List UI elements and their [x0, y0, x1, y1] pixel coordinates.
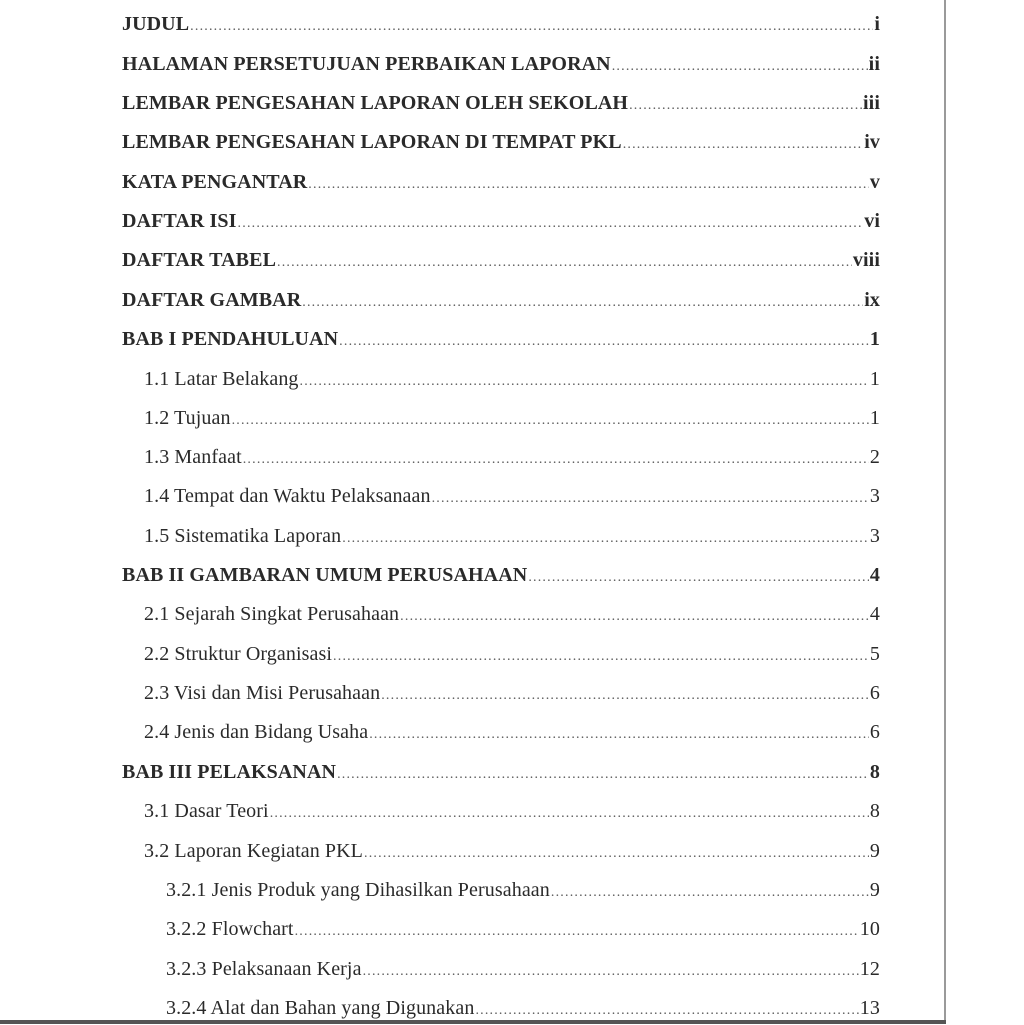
dot-leader: [528, 564, 869, 592]
dot-leader: [629, 92, 862, 120]
toc-entry-label: 3.2.1 Jenis Produk yang Dihasilkan Perusahaan: [166, 879, 550, 901]
toc-entry-label: 1.1 Latar Belakang: [144, 368, 299, 390]
toc-entry-page: 6: [869, 721, 880, 743]
dot-leader: [612, 53, 868, 81]
toc-entry-page: 8: [869, 761, 880, 783]
toc-entry-3-2-1[interactable]: [122, 876, 880, 904]
dot-leader: [243, 446, 869, 474]
dot-leader: [337, 761, 869, 789]
dot-leader: [333, 643, 869, 671]
toc-entry-page: viii: [852, 249, 880, 271]
toc-entry-1-4[interactable]: [122, 482, 880, 510]
dot-leader: [238, 210, 864, 238]
dot-leader: [363, 958, 859, 986]
toc-entry-1-1[interactable]: [122, 365, 880, 393]
toc-entry-2-4[interactable]: [122, 718, 880, 746]
dot-leader: [190, 13, 873, 41]
toc-entry-2-2[interactable]: [122, 640, 880, 668]
toc-entry-kata-pengantar[interactable]: [122, 168, 880, 196]
toc-entry-label: 1.3 Manfaat: [144, 446, 242, 468]
toc-entry-label: DAFTAR GAMBAR: [122, 289, 302, 311]
toc-entry-3-1[interactable]: [122, 797, 880, 825]
dot-leader: [300, 368, 869, 396]
toc-entry-pengesahan-sekolah[interactable]: [122, 89, 880, 117]
toc-entry-label: JUDUL: [122, 13, 190, 35]
dot-leader: [364, 840, 869, 868]
toc-entry-2-3[interactable]: [122, 679, 880, 707]
dot-leader: [308, 171, 869, 199]
toc-entry-page: 4: [869, 603, 880, 625]
toc-entry-halaman-persetujuan[interactable]: [122, 50, 880, 78]
dot-leader: [551, 879, 869, 907]
toc-entry-label: LEMBAR PENGESAHAN LAPORAN DI TEMPAT PKL: [122, 131, 622, 153]
toc-entry-label: 2.2 Struktur Organisasi: [144, 643, 333, 665]
toc-entry-page: 3: [869, 525, 880, 547]
toc-entry-page: vi: [864, 210, 880, 232]
toc-entry-3-2[interactable]: [122, 837, 880, 865]
toc-entry-page: 9: [869, 840, 880, 862]
toc-entry-label: 3.2 Laporan Kegiatan PKL: [144, 840, 364, 862]
toc-entry-label: BAB I PENDAHULUAN: [122, 328, 339, 350]
toc-entry-1-3[interactable]: [122, 443, 880, 471]
toc-entry-page: i: [874, 13, 880, 35]
toc-entry-1-5[interactable]: [122, 522, 880, 550]
dot-leader: [342, 525, 869, 553]
toc-entry-3-2-2[interactable]: [122, 915, 880, 943]
toc-entry-daftar-gambar[interactable]: [122, 286, 880, 314]
toc-entry-page: 1: [869, 328, 880, 350]
toc-entry-label: HALAMAN PERSETUJUAN PERBAIKAN LAPORAN: [122, 53, 611, 75]
toc-entry-pengesahan-pkl[interactable]: [122, 128, 880, 156]
toc-entry-page: ii: [868, 53, 880, 75]
page-edge-right: [944, 0, 946, 1024]
toc-entry-label: 2.4 Jenis dan Bidang Usaha: [144, 721, 369, 743]
toc-entry-page: 13: [859, 997, 880, 1019]
dot-leader: [302, 289, 863, 317]
toc-entry-label: 1.4 Tempat dan Waktu Pelaksanaan: [144, 485, 431, 507]
toc-entry-daftar-isi[interactable]: [122, 207, 880, 235]
toc-entry-label: 1.2 Tujuan: [144, 407, 231, 429]
toc-entry-label: KATA PENGANTAR: [122, 171, 308, 193]
dot-leader: [295, 918, 859, 946]
dot-leader: [369, 721, 869, 749]
toc-entry-label: 2.1 Sejarah Singkat Perusahaan: [144, 603, 400, 625]
toc-entry-label: DAFTAR ISI: [122, 210, 237, 232]
toc-entry-bab-2[interactable]: [122, 561, 880, 589]
toc-entry-label: DAFTAR TABEL: [122, 249, 277, 271]
toc-entry-label: 3.1 Dasar Teori: [144, 800, 269, 822]
toc-entry-page: 6: [869, 682, 880, 704]
toc-entry-bab-3[interactable]: [122, 758, 880, 786]
toc-entry-page: 2: [869, 446, 880, 468]
toc-entry-page: 5: [869, 643, 880, 665]
dot-leader: [339, 328, 869, 356]
toc-entry-label: LEMBAR PENGESAHAN LAPORAN OLEH SEKOLAH: [122, 92, 629, 114]
dot-leader: [475, 997, 858, 1025]
toc-entry-daftar-tabel[interactable]: [122, 246, 880, 274]
toc-entry-bab-1[interactable]: [122, 325, 880, 353]
toc-entry-label: 2.3 Visi dan Misi Perusahaan: [144, 682, 381, 704]
toc-entry-page: ix: [864, 289, 880, 311]
toc-entry-page: v: [869, 171, 880, 193]
toc-entry-page: 8: [869, 800, 880, 822]
toc-entry-1-2[interactable]: [122, 404, 880, 432]
toc-entry-page: 9: [869, 879, 880, 901]
toc-entry-page: iii: [863, 92, 880, 114]
dot-leader: [400, 603, 869, 631]
toc-entry-label: 1.5 Sistematika Laporan: [144, 525, 342, 547]
toc-entry-label: BAB III PELAKSANAN: [122, 761, 337, 783]
dot-leader: [270, 800, 869, 828]
toc-entry-3-2-4[interactable]: [122, 994, 880, 1022]
toc-entry-label: 3.2.2 Flowchart: [166, 918, 294, 940]
toc-entry-2-1[interactable]: [122, 600, 880, 628]
dot-leader: [277, 249, 852, 277]
toc-entry-label: 3.2.4 Alat dan Bahan yang Digunakan: [166, 997, 475, 1019]
dot-leader: [232, 407, 869, 435]
toc-entry-label: 3.2.3 Pelaksanaan Kerja: [166, 958, 362, 980]
dot-leader: [381, 682, 869, 710]
toc-entry-page: 4: [869, 564, 880, 586]
toc-entry-page: 10: [859, 918, 880, 940]
toc-entry-page: iv: [864, 131, 880, 153]
dot-leader: [432, 485, 869, 513]
toc-entry-judul[interactable]: [122, 10, 880, 38]
toc-entry-page: 12: [859, 958, 880, 980]
toc-entry-page: 1: [869, 368, 880, 390]
toc-entry-page: 1: [869, 407, 880, 429]
dot-leader: [623, 131, 864, 159]
toc-entry-label: BAB II GAMBARAN UMUM PERUSAHAAN: [122, 564, 528, 586]
toc-entry-3-2-3[interactable]: [122, 955, 880, 983]
toc-entry-page: 3: [869, 485, 880, 507]
